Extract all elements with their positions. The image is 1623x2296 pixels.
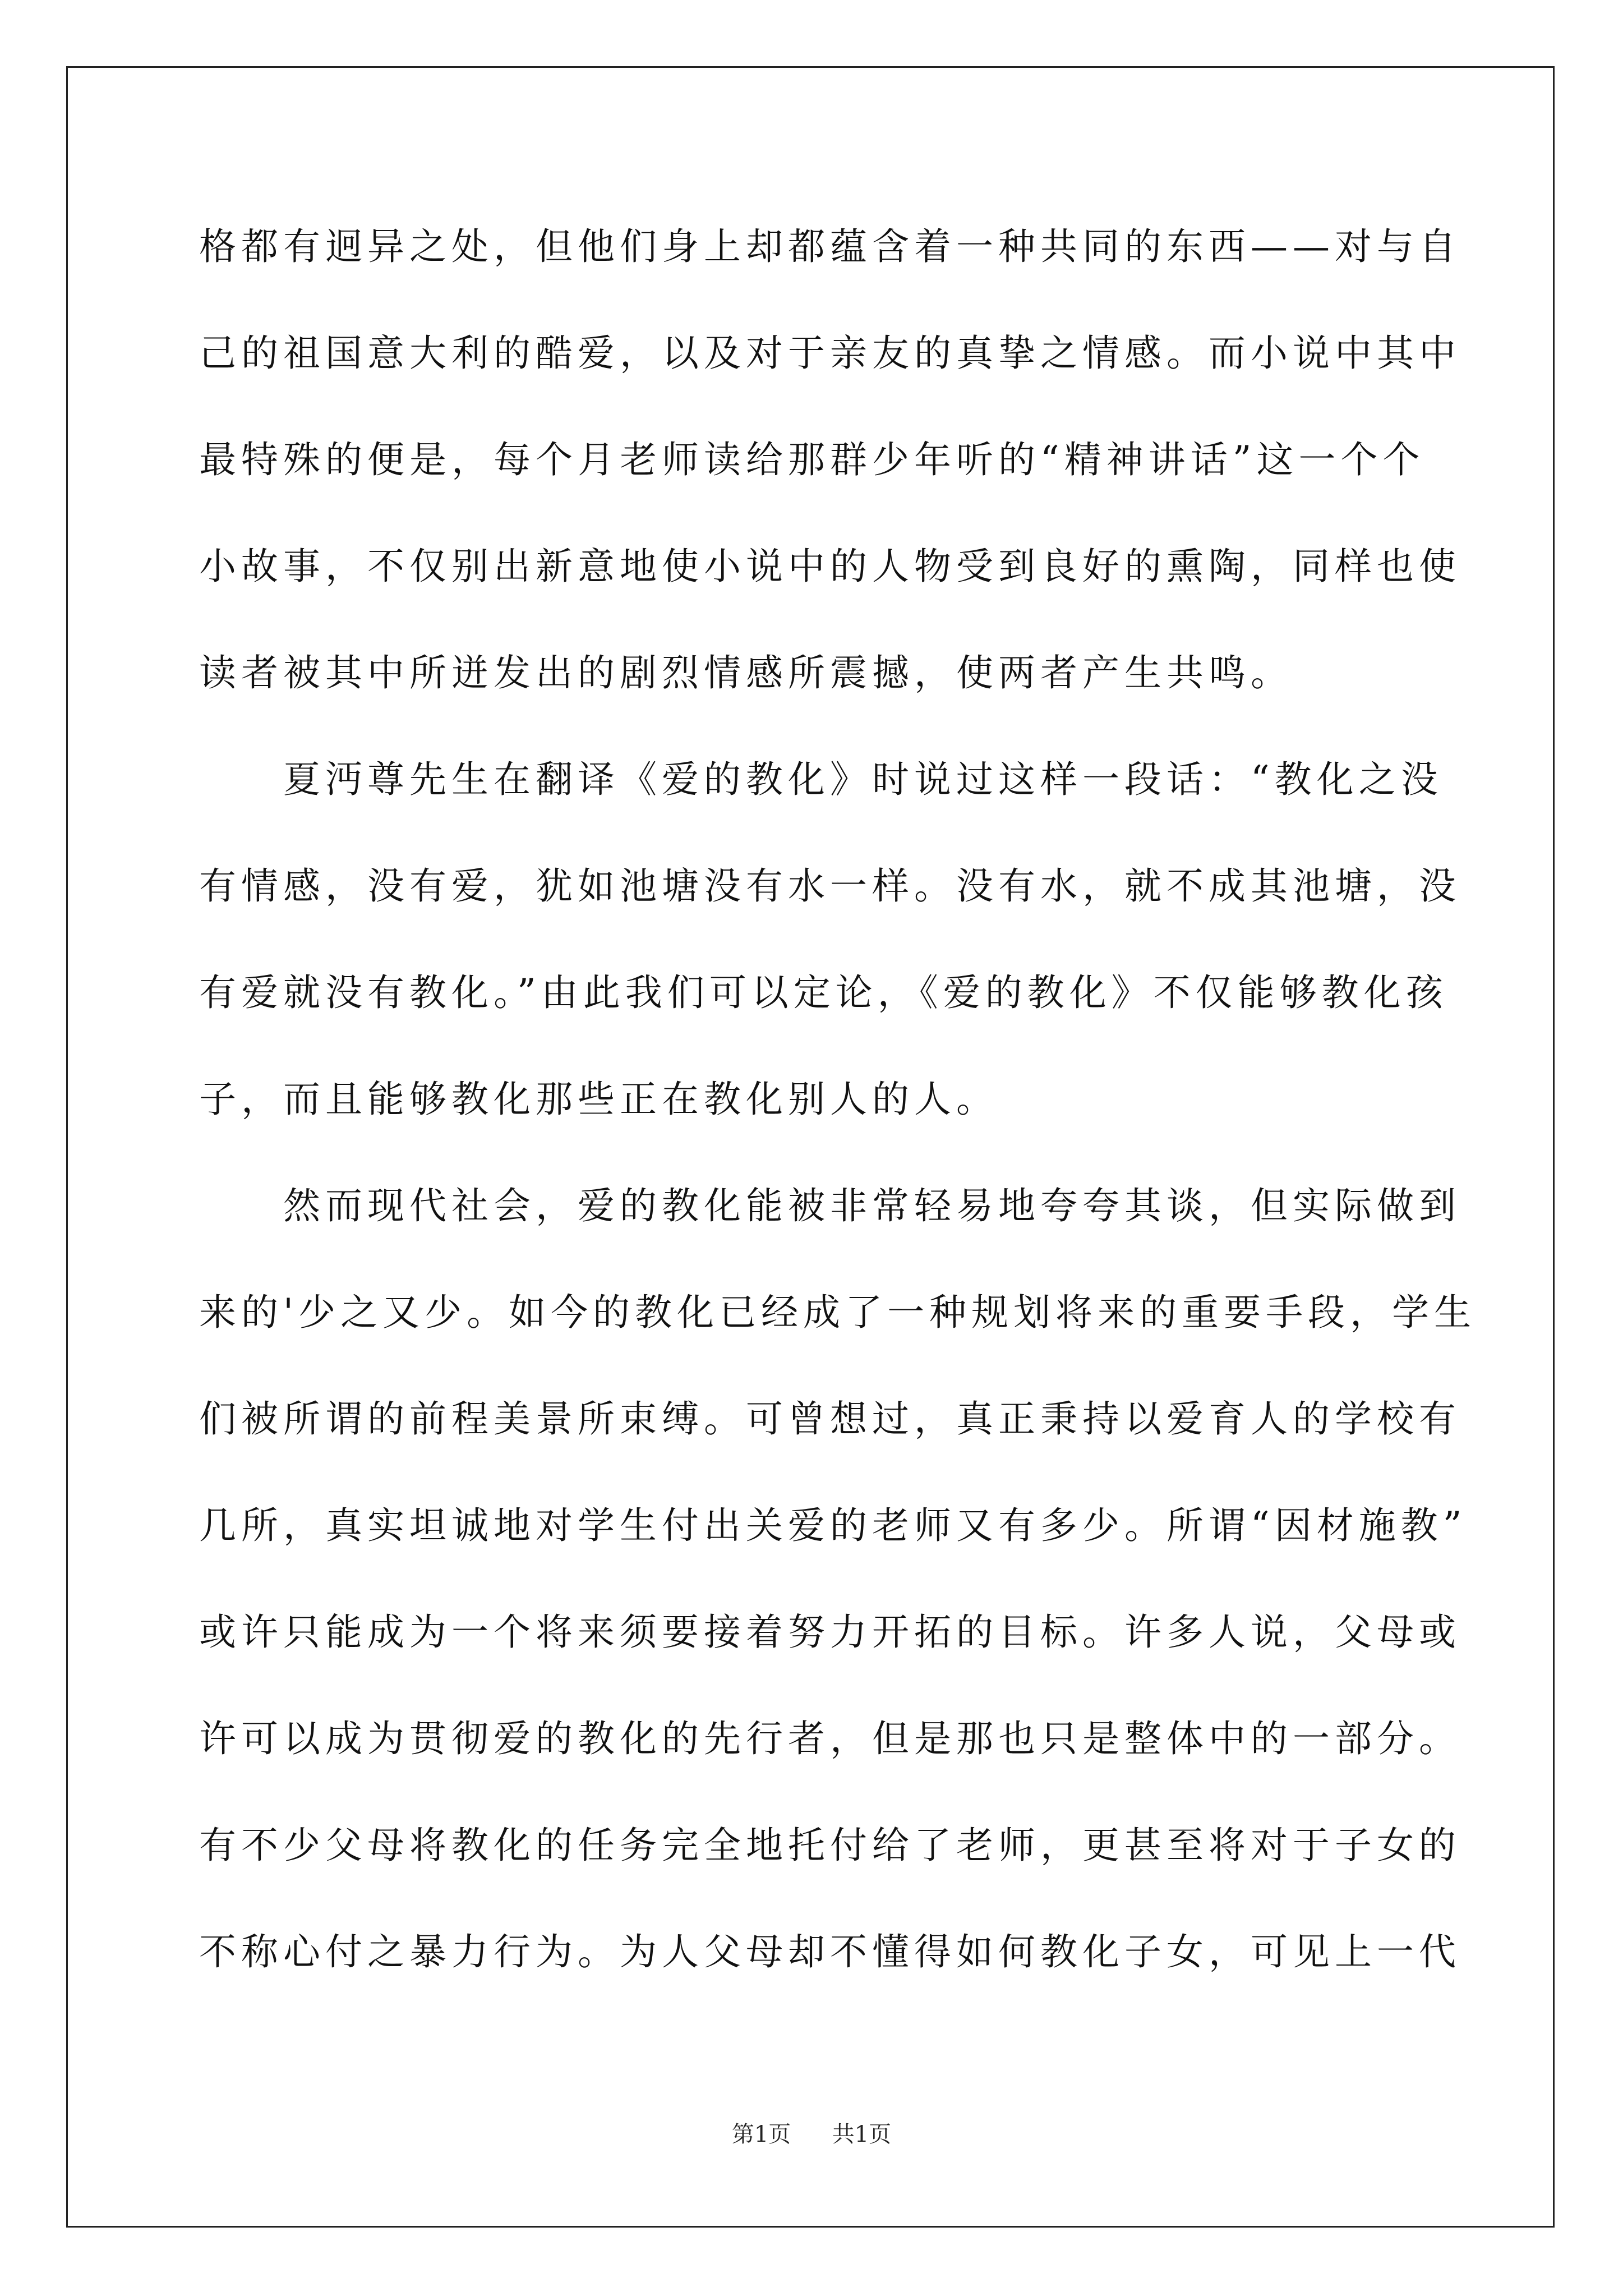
text-line: 夏沔尊先生在翻译《爱的教化》时说过这样一段话：“教化之没 <box>199 758 1443 801</box>
text-line: 格都有迥异之处，但他们身上却都蕴含着一种共同的东西——对与自 <box>199 225 1461 268</box>
page-footer <box>0 2118 1623 2151</box>
page-number-current: 第1页 <box>731 2122 791 2147</box>
document-body <box>199 213 1477 2025</box>
page-number-total: 共1页 <box>832 2122 892 2147</box>
text-line: 小故事，不仅别出新意地使小说中的人物受到良好的熏陶，同样也使 <box>199 545 1461 588</box>
text-line: 有爱就没有教化。”由此我们可以定论，《爱的教化》不仅能够教化孩 <box>199 971 1448 1014</box>
text-line: 然而现代社会，爱的教化能被非常轻易地夸夸其谈，但实际做到 <box>199 1184 1461 1227</box>
text-line: 来的'少之又少。如今的教化已经成了一种规划将来的重要手段，学生 <box>199 1291 1477 1334</box>
text-line: 不称心付之暴力行为。为人父母却不懂得如何教化子女，可见上一代 <box>199 1930 1461 1973</box>
text-line: 许可以成为贯彻爱的教化的先行者，但是那也只是整体中的一部分。 <box>199 1717 1461 1760</box>
text-line: 几所，真实坦诚地对学生付出关爱的老师又有多少。所谓“因材施教” <box>199 1504 1467 1547</box>
text-line: 读者被其中所迸发出的剧烈情感所震撼，使两者产生共鸣。 <box>199 651 1293 694</box>
text-line: 最特殊的便是，每个月老师读给那群少年听的“精神讲话”这一个个 <box>199 438 1425 481</box>
text-line: 或许只能成为一个将来须要接着努力开拓的目标。许多人说，父母或 <box>199 1611 1461 1654</box>
text-line: 们被所谓的前程美景所束缚。可曾想过，真正秉持以爱育人的学校有 <box>199 1397 1461 1441</box>
text-line: 己的祖国意大利的酷爱，以及对于亲友的真挚之情感。而小说中其中 <box>199 332 1461 375</box>
text-line: 子，而且能够教化那些正在教化别人的人。 <box>199 1078 998 1121</box>
text-line: 有不少父母将教化的任务完全地托付给了老师，更甚至将对于子女的 <box>199 1824 1461 1867</box>
text-line: 有情感，没有爱，犹如池塘没有水一样。没有水，就不成其池塘，没 <box>199 864 1461 908</box>
